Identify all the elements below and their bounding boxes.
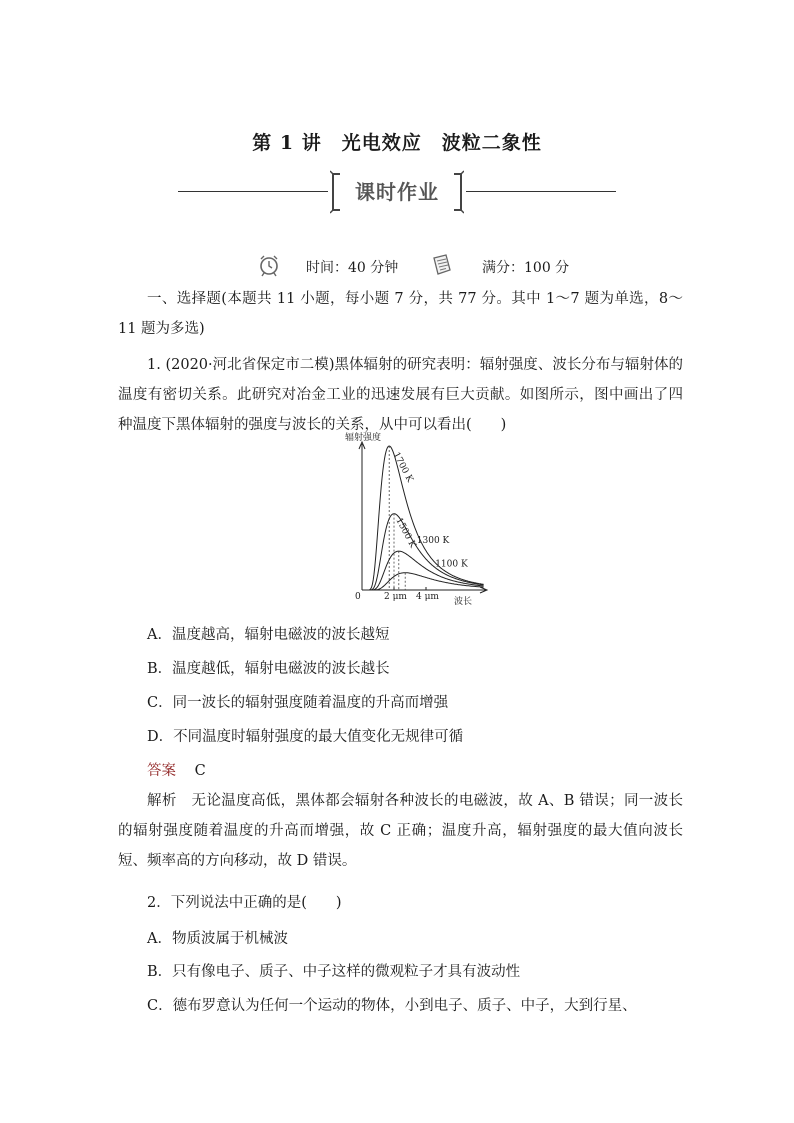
answer-value: C (194, 763, 206, 779)
homework-banner (178, 170, 616, 214)
right-bracket-icon (452, 170, 464, 214)
exam-meta (0, 252, 794, 282)
q2-option-a: A．物质波属于机械波 (147, 931, 288, 947)
series-label-4: 1100 K (435, 559, 468, 570)
page-title: 第 1 讲 光电效应 波粒二象性 (252, 132, 542, 154)
q2-option-b: B．只有像电子、质子、中子这样的微观粒子才具有波动性 (147, 964, 521, 980)
section-heading: 一、选择题(本题共 11 小题，每小题 7 分，共 77 分。其中 1～7 题为单选，8～11 题为多选) (118, 291, 683, 337)
q1-option-c: C．同一波长的辐射强度随着温度的升高而增强 (147, 695, 449, 711)
origin-label: 0 (355, 592, 361, 602)
banner-title: 课时作业 (355, 180, 439, 204)
alarm-clock-icon (256, 252, 282, 278)
series-label-1: 1700 K (390, 450, 415, 485)
exam-score: 满分：100 分 (482, 260, 570, 276)
x-tick-label-1: 2 μm (384, 592, 407, 602)
blackbody-radiation-chart (340, 432, 490, 608)
q1-answer (147, 759, 206, 780)
question-1-stem: 1. (2020·河北省保定市二模)黑体辐射的研究表明：辐射强度、波长分布与辐射体的温度有密切关系。此研究对冶金工业的迅速发展有巨大贡献。如图所示，图中画出了四种温度下黑体辐射的强度与波长的关系，从中可以看出( ) (118, 357, 683, 433)
exam-time: 时间：40 分钟 (306, 260, 399, 276)
q1-option-b: B．温度越低，辐射电磁波的波长越长 (147, 661, 390, 677)
curve-1500k (368, 514, 484, 590)
series-label-2: 1500 K (393, 516, 418, 550)
q1-option-a: A．温度越高，辐射电磁波的波长越短 (147, 627, 390, 643)
q1-analysis: 解析 无论温度高低，黑体都会辐射各种波长的电磁波，故 A、B 错误；同一波长的辐射强度随着温度的升高而增强，故 C 正确；温度升高，辐射强度的最大值向波长短、频率高的方向移动，故 D 错误。 (118, 793, 683, 869)
x-tick-label-2: 4 μm (416, 592, 439, 602)
curve-1300k (368, 551, 484, 590)
q1-option-d: D．不同温度时辐射强度的最大值变化无规律可循 (147, 729, 464, 745)
exam-paper-icon (428, 252, 454, 278)
answer-label: 答案 (147, 763, 176, 779)
x-axis-label: 波长 (454, 597, 473, 607)
question-2-stem: 2．下列说法中正确的是( ) (147, 895, 342, 911)
banner-left-rule (178, 191, 328, 192)
q2-option-c: C．德布罗意认为任何一个运动的物体，小到电子、质子、中子，大到行星、 (147, 998, 637, 1014)
y-axis-label: 辐射强度 (345, 433, 382, 443)
banner-right-rule (466, 191, 616, 192)
series-label-3: 1300 K (416, 536, 450, 547)
